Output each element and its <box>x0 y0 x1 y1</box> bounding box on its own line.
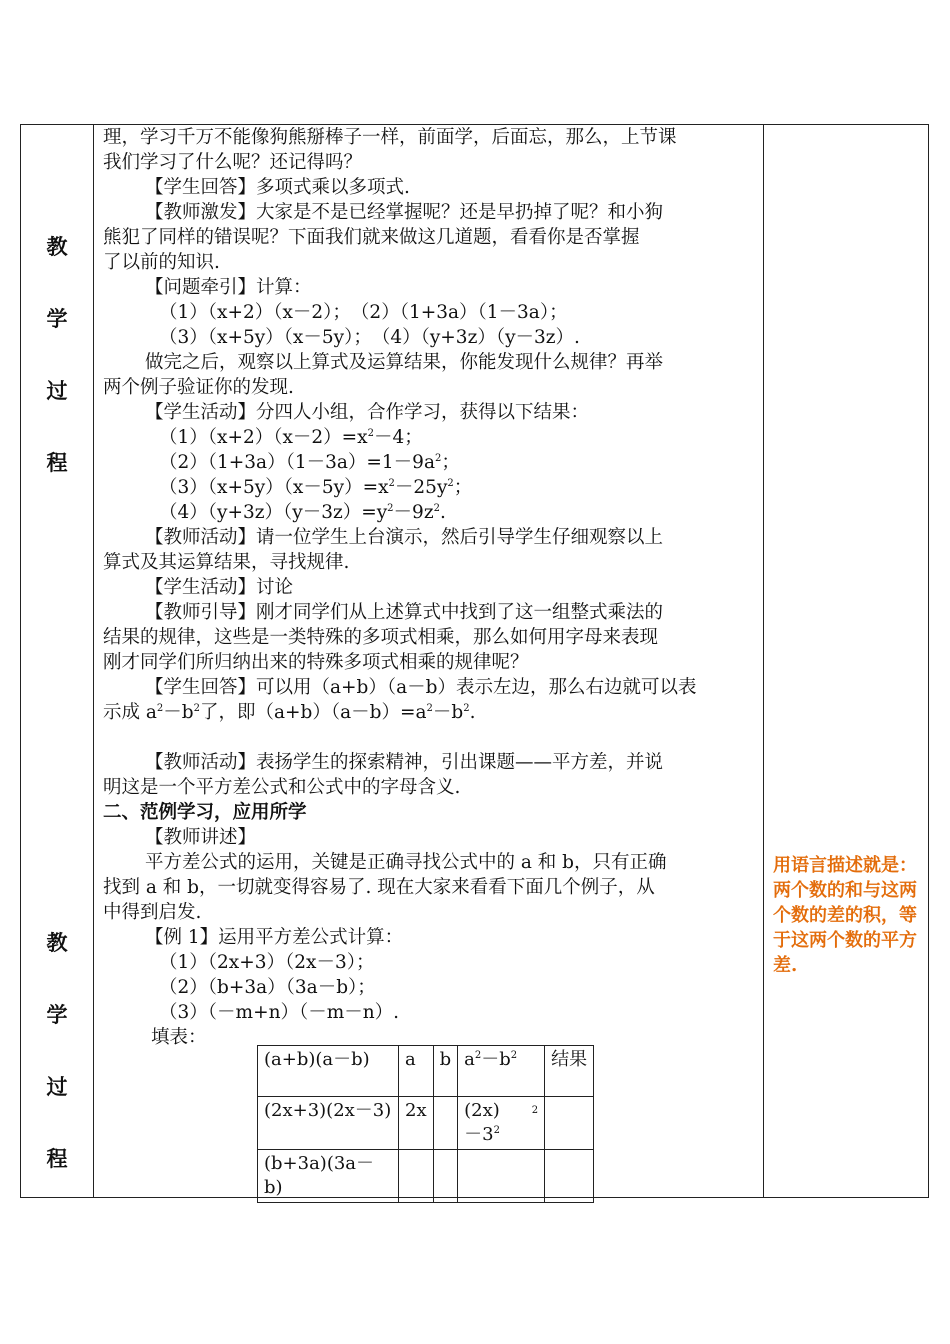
table-cell: (2x+3)(2x－3) <box>258 1097 399 1150</box>
text-line: 两个例子验证你的发现. <box>103 377 294 398</box>
column-divider-left <box>93 125 94 1197</box>
section-heading: 二、范例学习，应用所学 <box>103 802 307 823</box>
table-cell <box>458 1150 545 1203</box>
text-line: 【教师激发】大家是不是已经掌握呢？还是早扔掉了呢？和小狗 <box>145 202 664 223</box>
table-cell <box>433 1150 458 1203</box>
lesson-table <box>20 124 929 1198</box>
result-line-1: $(1)(x+2)(x-2)=x^2-4$； <box>159 427 423 448</box>
result-line-2: $(2)(1+3a)(1-3a)=1-9a^2$； <box>159 452 460 473</box>
table-cell: 结果 <box>545 1046 594 1097</box>
table-cell <box>433 1097 458 1150</box>
text-line: 找到 a 和 b，一切就变得容易了. 现在大家来看看下面几个例子，从 <box>103 877 655 898</box>
margin-note: 用语言描述就是：两个数的和与这两个数的差的积，等于这两个数的平方差. <box>773 855 917 976</box>
table-cell: (b+3a)(3a－b) <box>258 1150 399 1203</box>
text-line: 明这是一个平方差公式和公式中的字母含义. <box>103 777 461 798</box>
text-line: 填表： <box>151 1027 207 1048</box>
text-line: 我们学习了什么呢？还记得吗？ <box>103 152 363 173</box>
table-cell <box>399 1150 434 1203</box>
table-cell <box>545 1150 594 1203</box>
table-cell: $a^2-b^2$ <box>458 1046 545 1097</box>
text-line: 【学生活动】讨论 <box>145 577 294 598</box>
text-line: 【教师引导】刚才同学们从上述算式中找到了这一组整式乘法的 <box>145 602 664 623</box>
text-line: 【学生活动】分四人小组，合作学习，获得以下结果： <box>145 402 590 423</box>
table-row <box>258 1097 594 1150</box>
text-line: 中得到启发. <box>103 902 202 923</box>
text-line: 【学生回答】多项式乘以多项式. <box>145 177 410 198</box>
table-cell: 2 (2x) $-3^2$ <box>458 1097 545 1150</box>
text-line: 算式及其运算结果，寻找规律. <box>103 552 350 573</box>
text-line: 【教师活动】表扬学生的探索精神，引出课题——平方差，并说 <box>145 752 664 773</box>
text-line: 熊犯了同样的错误呢？下面我们就来做这几道题，看看你是否掌握 <box>103 227 640 248</box>
side-label-upper: 教 学 过 程 <box>46 234 68 475</box>
text-line: （1）（x+2）（x－2）； （2）（1+3a）（1－3a）； <box>159 302 568 323</box>
text-line: （3）（－m+n）（－m－n）. <box>159 1002 400 1023</box>
text-line: 结果的规律，这些是一类特殊的多项式相乘，那么如何用字母来表现 <box>103 627 659 648</box>
table-row <box>258 1046 594 1097</box>
side-label-lower: 教 学 过 程 <box>46 930 68 1171</box>
table-row <box>258 1150 594 1203</box>
text-line: （1）（2x+3）（2x－3）； <box>159 952 375 973</box>
text-line: 做完之后，观察以上算式及运算结果，你能发现什么规律？再举 <box>145 352 664 373</box>
result-line-4: $(4)(y+3z)(y-3z)=y^2-9z^2$. <box>159 502 446 523</box>
text-line: 【教师讲述】 <box>145 827 257 848</box>
text-line: 【问题牵引】计算： <box>145 277 312 298</box>
text-line: 理，学习千万不能像狗熊掰棒子一样，前面学，后面忘，那么，上节课 <box>103 127 677 148</box>
text-line: （3）（x+5y）（x－5y）； （4）（y+3z）（y－3z）. <box>159 327 580 348</box>
table-cell: b <box>433 1046 458 1097</box>
text-line: 了以前的知识. <box>103 252 220 273</box>
table-cell: 2x <box>399 1097 434 1150</box>
table-cell: a <box>399 1046 434 1097</box>
formula-line: 示成 $a^2-b^2$了，即$(a+b)(a-b)=a^2-b^2$. <box>103 702 476 723</box>
text-line: （2）（b+3a）（3a－b）； <box>159 977 376 998</box>
fill-in-table <box>257 1045 594 1203</box>
text-line: 【教师活动】请一位学生上台演示，然后引导学生仔细观察以上 <box>145 527 664 548</box>
result-line-3: $(3)(x+5y)(x-5y)=x^2-25y^2$； <box>159 477 473 498</box>
table-cell <box>545 1097 594 1150</box>
text-line: 【例 1】运用平方差公式计算： <box>145 927 404 948</box>
text-line: 刚才同学们所归纳出来的特殊多项式相乘的规律呢？ <box>103 652 529 673</box>
text-line: 【学生回答】可以用（a+b）（a－b）表示左边，那么右边就可以表 <box>145 677 697 698</box>
text-line: 平方差公式的运用，关键是正确寻找公式中的 a 和 b，只有正确 <box>145 852 667 873</box>
table-cell: (a+b)(a－b) <box>258 1046 399 1097</box>
lesson-content <box>103 125 765 1050</box>
